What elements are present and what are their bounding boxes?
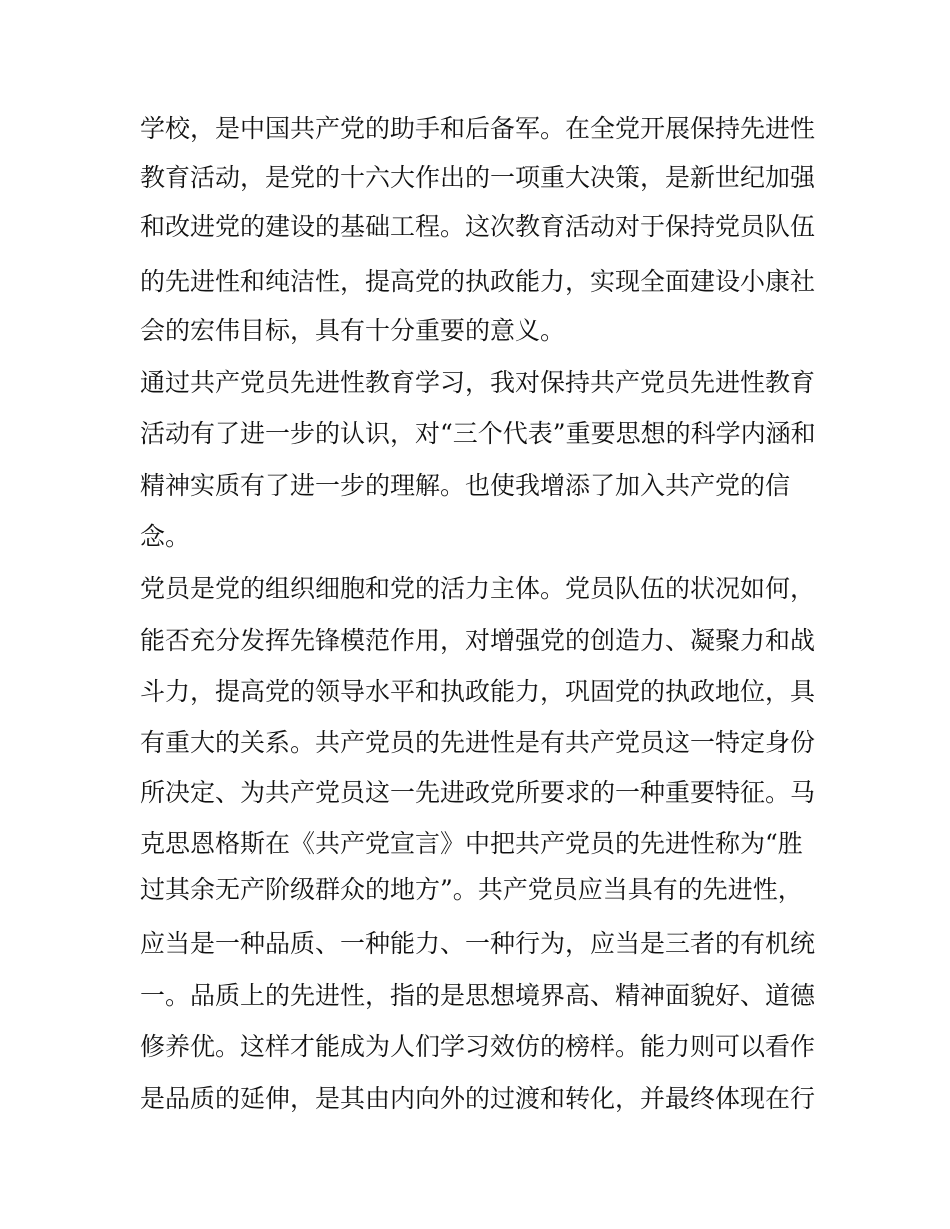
text-line: 斗力，提高党的领导水平和执政能力，巩固党的执政地位，具 [140, 677, 816, 706]
text-line: 念。 [140, 522, 191, 551]
text-line: 过其余无产阶级群众的地方”。共产党员应当具有的先进性， [140, 875, 803, 904]
text-line: 精神实质有了进一步的理解。也使我增添了加入共产党的信 [140, 471, 791, 500]
text-line: 一。品质上的先进性，指的是思想境界高、精神面貌好、道德 [140, 981, 816, 1010]
text-line: 会的宏伟目标，具有十分重要的意义。 [140, 316, 566, 345]
text-line: 修养优。这样才能成为人们学习效仿的榜样。能力则可以看作 [140, 1032, 816, 1061]
text-line: 有重大的关系。共产党员的先进性是有共产党员这一特定身份 [140, 728, 816, 757]
text-line: 所决定、为共产党员这一先进政党所要求的一种重要特征。马 [140, 778, 816, 807]
text-line: 应当是一种品质、一种能力、一种行为，应当是三者的有机统 [140, 929, 816, 958]
text-line: 学校，是中国共产党的助手和后备军。在全党开展保持先进性 [140, 114, 816, 143]
text-line: 克思恩格斯在《共产党宣言》中把共产党员的先进性称为“胜 [140, 829, 803, 858]
text-line: 能否充分发挥先锋模范作用，对增强党的创造力、凝聚力和战 [140, 626, 816, 655]
text-line: 的先进性和纯洁性，提高党的执政能力，实现全面建设小康社 [140, 267, 816, 296]
text-line: 通过共产党员先进性教育学习，我对保持共产党员先进性教育 [140, 368, 816, 397]
text-line: 党员是党的组织细胞和党的活力主体。党员队伍的状况如何， [140, 574, 816, 603]
text-line: 是品质的延伸，是其由内向外的过渡和转化，并最终体现在行 [140, 1084, 816, 1113]
text-line: 活动有了进一步的认识，对“三个代表”重要思想的科学内涵和 [140, 419, 816, 448]
text-line: 和改进党的建设的基础工程。这次教育活动对于保持党员队伍 [140, 212, 816, 241]
text-line: 教育活动，是党的十六大作出的一项重大决策，是新世纪加强 [140, 163, 816, 192]
